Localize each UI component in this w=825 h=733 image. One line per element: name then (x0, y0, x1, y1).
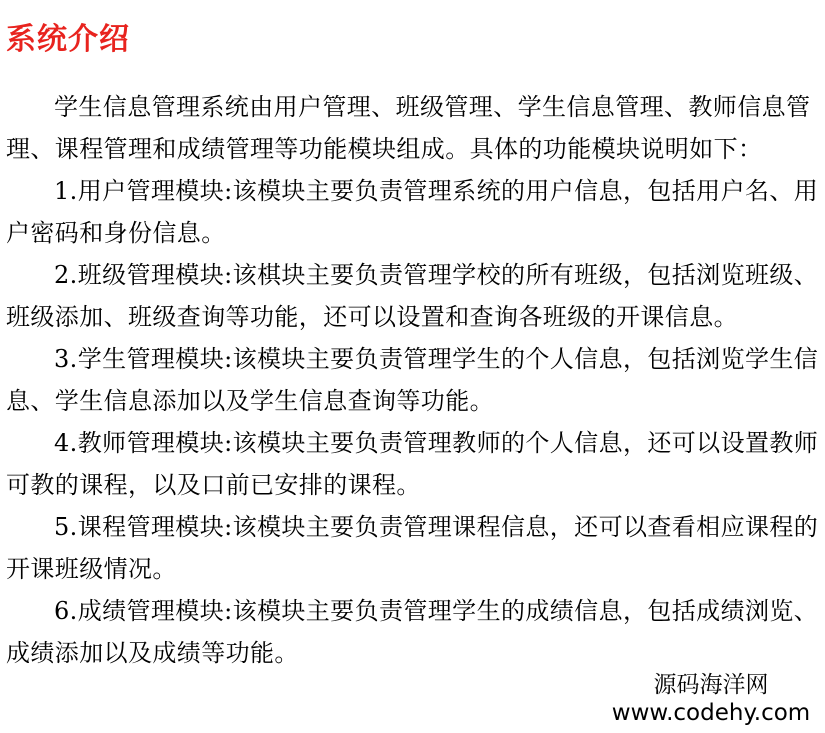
watermark-site-name: 源码海洋网 (653, 672, 769, 698)
intro-paragraph: 学生信息管理系统由用户管理、班级管理、学生信息管理、教师信息管理、课程管理和成绩管理等功能模块组成。具体的功能模块说明如下： (6, 93, 811, 163)
module-user-paragraph: 1.用户管理模块:该模块主要负责管理系统的用户信息，包括用户名、用户密码和身份信息。 (6, 177, 819, 247)
watermark (601, 671, 821, 727)
module-course-paragraph: 5.课程管理模块:该模块主要负责管理课程信息，还可以查看相应课程的开课班级情况。 (6, 513, 819, 583)
watermark-url: www.codehy.com (611, 700, 811, 726)
module-class-paragraph: 2.班级管理模块:该棋块主要负责管理学校的所有班级，包括浏览班级、班级添加、班级查询等功能，还可以设置和查询各班级的开课信息。 (6, 261, 819, 331)
module-grade-paragraph: 6.成绩管理模块:该模块主要负责管理学生的成绩信息，包括成绩浏览、成绩添加以及成绩等功能。 (6, 597, 819, 667)
module-teacher-paragraph: 4.教师管理模块:该模块主要负责管理教师的个人信息，还可以设置教师可教的课程，以及口前已安排的课程。 (6, 429, 819, 499)
module-student-paragraph: 3.学生管理模块:该模块主要负责管理学生的个人信息，包括浏览学生信息、学生信息添加以及学生信息查询等功能。 (6, 345, 819, 415)
page-title: 系统介绍 (6, 22, 130, 57)
document-body (6, 86, 822, 674)
